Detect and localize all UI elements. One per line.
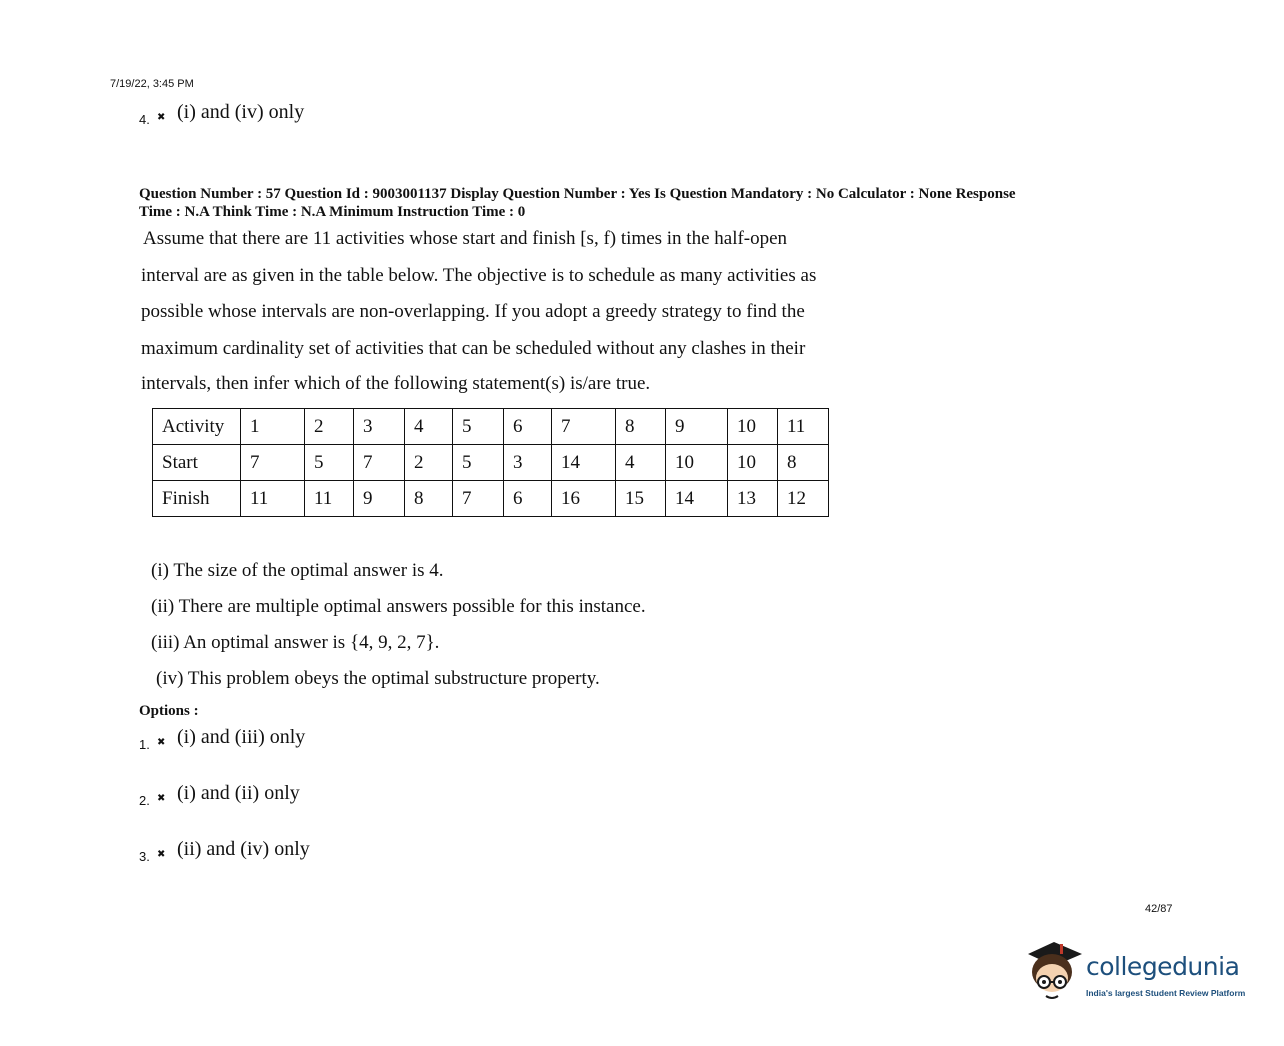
options-label: Options : <box>139 703 199 719</box>
table-cell: 5 <box>453 445 504 481</box>
table-cell: 4 <box>616 445 666 481</box>
question-text-line: Assume that there are 11 activities whose start and finish [s, f) times in the half-open <box>143 228 788 249</box>
collegedunia-logo <box>1024 938 1254 1008</box>
prev-option-4 <box>139 101 305 127</box>
table-cell: 9 <box>666 409 728 445</box>
page-number: 42/87 <box>1145 903 1173 915</box>
mascot-icon <box>1024 938 1084 1008</box>
table-cell: 7 <box>552 409 616 445</box>
table-cell: 11 <box>305 481 354 517</box>
table-cell: 7 <box>354 445 405 481</box>
table-cell: Finish <box>153 481 241 517</box>
table-cell: 9 <box>354 481 405 517</box>
table-cell: 16 <box>552 481 616 517</box>
table-cell: 6 <box>504 481 552 517</box>
question-meta-line-1: Question Number : 57 Question Id : 9003001137 Display Question Number : Yes Is Question Mandatory : No Calculator : None Response <box>139 186 1016 202</box>
table-cell: 10 <box>666 445 728 481</box>
table-cell: 8 <box>405 481 453 517</box>
table-cell: 7 <box>241 445 305 481</box>
print-timestamp: 7/19/22, 3:45 PM <box>110 78 194 90</box>
logo-tagline: India's largest Student Review Platform <box>1086 988 1246 998</box>
table-cell: 8 <box>778 445 829 481</box>
option-2 <box>139 782 300 808</box>
table-cell: 3 <box>504 445 552 481</box>
table-cell: 11 <box>778 409 829 445</box>
table-cell: Activity <box>153 409 241 445</box>
table-cell: 7 <box>453 481 504 517</box>
table-cell: 10 <box>728 409 778 445</box>
table-cell: 13 <box>728 481 778 517</box>
statement-iii: (iii) An optimal answer is {4, 9, 2, 7}. <box>151 632 440 653</box>
option-1 <box>139 726 306 752</box>
table-cell: 2 <box>405 445 453 481</box>
option-text: (i) and (ii) only <box>177 782 300 804</box>
question-text-line: interval are as given in the table below. The objective is to schedule as many activities as <box>141 265 817 286</box>
activity-table <box>152 408 829 517</box>
table-cell: 14 <box>666 481 728 517</box>
table-row-start <box>153 445 829 481</box>
table-cell: 11 <box>241 481 305 517</box>
option-number: 1. <box>139 737 150 752</box>
option-text: (ii) and (iv) only <box>177 838 310 860</box>
table-cell: 12 <box>778 481 829 517</box>
table-cell: 4 <box>405 409 453 445</box>
table-cell: 2 <box>305 409 354 445</box>
question-text-line: intervals, then infer which of the following statement(s) is/are true. <box>141 373 651 394</box>
option-number: 4. <box>139 112 150 127</box>
option-number: 2. <box>139 793 150 808</box>
option-3 <box>139 838 310 864</box>
table-cell: 15 <box>616 481 666 517</box>
logo-wordmark: collegedunia <box>1086 952 1240 981</box>
table-row-finish <box>153 481 829 517</box>
cross-mark-icon: ✖ <box>157 849 166 860</box>
option-text: (i) and (iii) only <box>177 726 306 748</box>
cross-mark-icon: ✖ <box>157 112 166 123</box>
table-cell: 14 <box>552 445 616 481</box>
statement-iv: (iv) This problem obeys the optimal substructure property. <box>156 668 600 689</box>
table-cell: 8 <box>616 409 666 445</box>
table-cell: Start <box>153 445 241 481</box>
question-text-line: possible whose intervals are non-overlapping. If you adopt a greedy strategy to find the <box>141 301 805 322</box>
table-cell: 1 <box>241 409 305 445</box>
table-cell: 5 <box>305 445 354 481</box>
table-cell: 6 <box>504 409 552 445</box>
question-text-line: maximum cardinality set of activities that can be scheduled without any clashes in their <box>141 338 806 359</box>
option-text: (i) and (iv) only <box>177 101 305 123</box>
table-cell: 3 <box>354 409 405 445</box>
statement-ii: (ii) There are multiple optimal answers possible for this instance. <box>151 596 646 617</box>
cross-mark-icon: ✖ <box>157 737 166 748</box>
question-meta <box>139 185 1139 221</box>
cross-mark-icon: ✖ <box>157 793 166 804</box>
table-row-activity <box>153 409 829 445</box>
table-cell: 5 <box>453 409 504 445</box>
table-cell: 10 <box>728 445 778 481</box>
option-number: 3. <box>139 849 150 864</box>
statement-i: (i) The size of the optimal answer is 4. <box>151 560 444 581</box>
question-meta-line-2: Time : N.A Think Time : N.A Minimum Instruction Time : 0 <box>139 204 526 220</box>
